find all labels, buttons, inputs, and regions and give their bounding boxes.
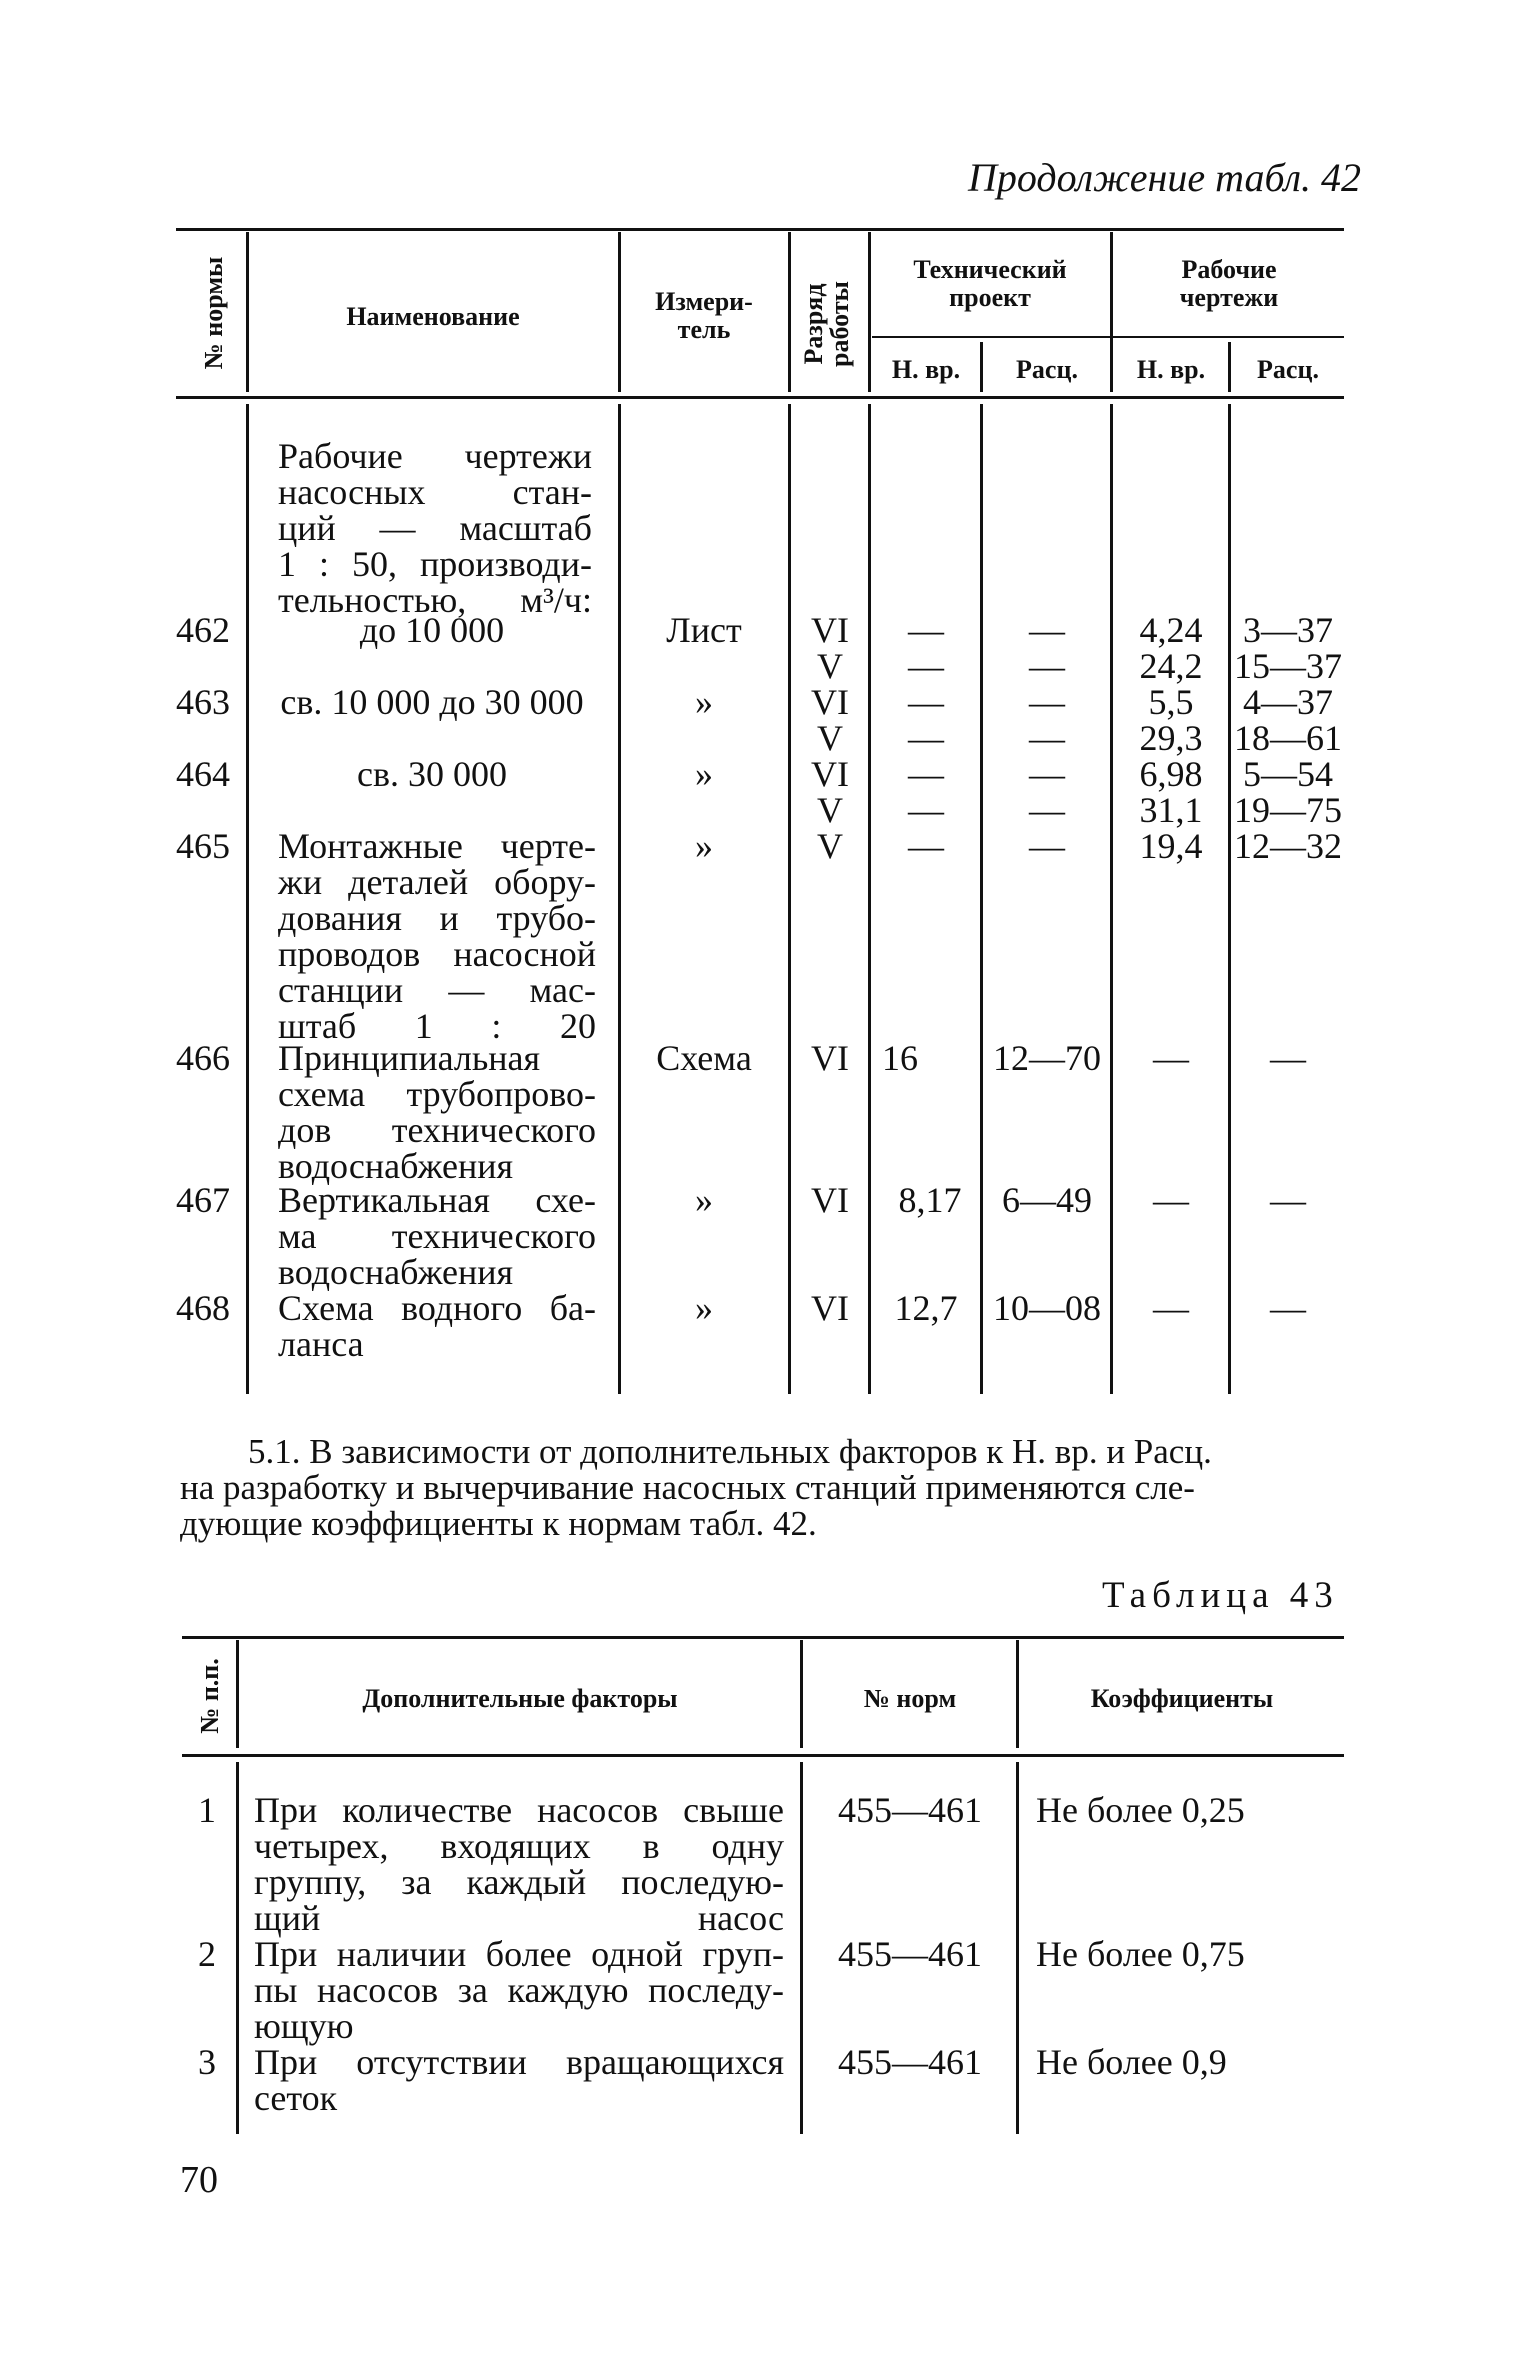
header-factor: Дополнительные факторы (362, 1684, 678, 1713)
tech-hvr: — (908, 826, 944, 866)
meter: » (695, 682, 713, 722)
col-divider (868, 232, 871, 392)
header-norm-number: № нормы (199, 256, 228, 370)
col-divider (788, 232, 791, 392)
norm-number: 467 (176, 1180, 230, 1220)
subheader-rule (872, 336, 1344, 338)
table-top-rule (182, 1636, 1344, 1639)
norm-number: 462 (176, 610, 230, 650)
work-hvr: — (1153, 1180, 1189, 1220)
col-divider (1016, 1762, 1019, 2134)
meter: » (695, 1180, 713, 1220)
col-divider (800, 1762, 803, 2134)
table-43-title: Таблица 43 (1102, 1575, 1339, 1616)
tech-hvr: — — (908, 610, 944, 686)
coefficient: Не более 0,9 (1036, 2042, 1227, 2082)
tech-rasc: 6—49 (1002, 1180, 1092, 1220)
header-grade: Разряд работы (799, 281, 854, 367)
tech-rasc: — — (1029, 754, 1065, 830)
header-norms: № норм (863, 1684, 957, 1713)
grade: VI (811, 1288, 849, 1328)
header-tech-rasc: Расц. (1016, 355, 1078, 384)
header-bottom-rule (176, 396, 1344, 399)
meter: » (695, 826, 713, 866)
work-hvr: 6,98 31,1 (1139, 754, 1203, 830)
work-rasc: 4—37 18—61 (1234, 682, 1342, 758)
tech-hvr: — — (908, 682, 944, 758)
item-number: 2 (198, 1934, 216, 1974)
coefficient: Не более 0,25 (1036, 1790, 1245, 1830)
item-name: Вертикальная схе- ма технического водоснабжения (278, 1180, 596, 1292)
header-work-drawings: Рабочие чертежи (1179, 255, 1279, 312)
meter: Лист (666, 610, 742, 650)
item-name: св. 10 000 до 30 000 (280, 682, 584, 722)
item-number: 1 (198, 1790, 216, 1830)
item-name: до 10 000 (359, 610, 505, 650)
col-divider (980, 404, 983, 1394)
coefficient: Не более 0,75 (1036, 1934, 1245, 1974)
work-rasc: 12—32 (1234, 826, 1342, 866)
norm-number: 468 (176, 1288, 230, 1328)
factor: При наличии более одной груп- пы насосов за каждую последу- ющую (254, 1934, 784, 2046)
grade: VI (811, 1180, 849, 1220)
col-divider (246, 232, 249, 392)
col-divider (236, 1762, 239, 2134)
item-name: Схема водного ба- ланса (278, 1288, 596, 1364)
meter: Схема (656, 1038, 752, 1078)
norms: 455—461 (838, 1934, 982, 1974)
header-coefficients: Коэффициенты (1090, 1684, 1274, 1713)
work-rasc: — (1270, 1038, 1306, 1078)
col-divider (236, 1640, 239, 1748)
item-name: св. 30 000 (357, 754, 507, 794)
work-rasc: 5—54 19—75 (1234, 754, 1342, 830)
grade: VI V (811, 754, 849, 830)
item-number: 3 (198, 2042, 216, 2082)
norms: 455—461 (838, 1790, 982, 1830)
work-hvr: — (1153, 1038, 1189, 1078)
work-rasc: 3—37 15—37 (1234, 610, 1342, 686)
grade: VI V (811, 682, 849, 758)
header-item-number: № п.п. (195, 1658, 224, 1734)
col-divider (1016, 1640, 1019, 1748)
col-divider (618, 404, 621, 1394)
factor: При отсутствии вращающихся сеток (254, 2042, 784, 2118)
tech-rasc: 12—70 (993, 1038, 1101, 1078)
norm-number: 464 (176, 754, 230, 794)
col-divider (618, 232, 621, 392)
tech-rasc: — — (1029, 682, 1065, 758)
continuation-title: Продолжение табл. 42 (968, 155, 1362, 200)
meter: » (695, 1288, 713, 1328)
col-divider (980, 342, 983, 392)
col-divider (1228, 404, 1231, 1394)
group-title: Рабочие чертежи насосных стан- ций — масштаб 1 : 50, производи- тельностью, м³/ч: (278, 436, 592, 620)
norm-number: 466 (176, 1038, 230, 1078)
col-divider (1110, 232, 1113, 392)
header-tech-project: Технический проект (913, 255, 1067, 312)
page-number: 70 (180, 2159, 218, 2201)
work-hvr: 5,5 29,3 (1139, 682, 1203, 758)
col-divider (1228, 342, 1231, 392)
header-name: Наименование (346, 302, 520, 331)
work-rasc: — (1270, 1180, 1306, 1220)
header-work-rasc: Расц. (1257, 355, 1319, 384)
header-meter: Измери- тель (655, 287, 753, 344)
paragraph-5-1: 5.1. В зависимости от дополнительных факторов к Н. вр. и Расц. на разработку и вычерчивание насосных станций применяются сле- дующие коэффициенты к нормам табл. 42. (180, 1432, 1212, 1543)
work-hvr: 4,24 24,2 (1139, 610, 1203, 686)
header-tech-hvr: Н. вр. (891, 355, 961, 384)
grade: VI V (811, 610, 849, 686)
work-hvr: — (1153, 1288, 1189, 1328)
table-top-rule (176, 228, 1344, 231)
col-divider (868, 404, 871, 1394)
tech-rasc: — — (1029, 610, 1065, 686)
norm-number: 465 (176, 826, 230, 866)
meter: » (695, 754, 713, 794)
item-name: Принципиальная схема трубопрово- дов технического водоснабжения (278, 1038, 596, 1186)
work-hvr: 19,4 (1139, 826, 1203, 866)
tech-rasc: — (1029, 826, 1065, 866)
tech-hvr: — — (908, 754, 944, 830)
work-rasc: — (1270, 1288, 1306, 1328)
factor: При количестве насосов свыше четырех, входящих в одну группу, за каждый последую- щий насос (254, 1790, 784, 1938)
col-divider (1110, 404, 1113, 1394)
header-work-hvr: Н. вр. (1136, 355, 1206, 384)
col-divider (788, 404, 791, 1394)
tech-hvr: 8,17 (898, 1180, 962, 1220)
norms: 455—461 (838, 2042, 982, 2082)
col-divider (800, 1640, 803, 1748)
grade: VI (811, 1038, 849, 1078)
tech-hvr: 12,7 (894, 1288, 958, 1328)
item-name: Монтажные черте- жи деталей обору- дования и трубо- проводов насосной станции — мас- штаб 1 : 20 (278, 826, 596, 1046)
grade: V (817, 826, 843, 866)
header-bottom-rule (182, 1754, 1344, 1757)
tech-hvr: 16 (882, 1038, 918, 1078)
tech-rasc: 10—08 (993, 1288, 1101, 1328)
col-divider (246, 404, 249, 1394)
norm-number: 463 (176, 682, 230, 722)
